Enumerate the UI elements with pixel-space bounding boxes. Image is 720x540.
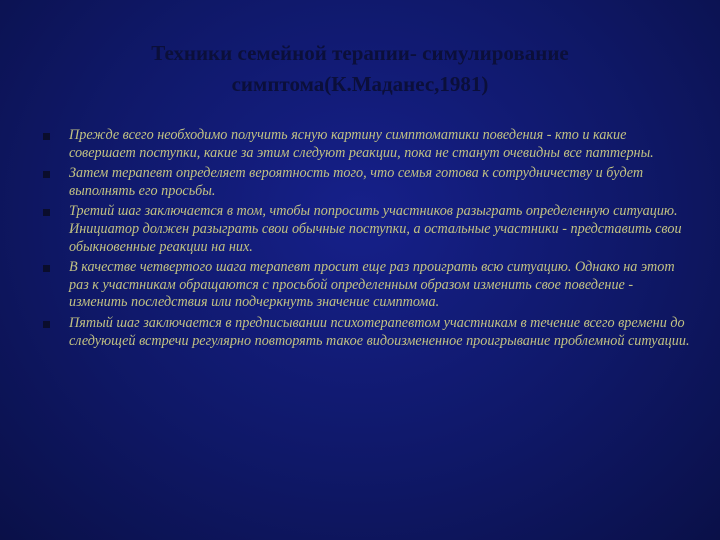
square-bullet-icon <box>43 265 50 272</box>
list-item <box>42 127 692 162</box>
slide-title <box>60 38 660 100</box>
list-item <box>42 203 692 256</box>
list-item <box>42 259 692 312</box>
bullet-text: В качестве четвертого шага терапевт просит еще раз проиграть всю ситуацию. Однако на этот раз к участникам обращаются с просьбой определенным образом изменить свое поведение - изменить последствия или подчеркнуть значение симптома. <box>69 259 675 311</box>
list-item <box>42 315 692 350</box>
square-bullet-icon <box>43 171 50 178</box>
bullet-text: Третий шаг заключается в том, чтобы попросить участников разыграть определенную ситуацию. Инициатор должен разыграть свои обычные поступки, а остальные участники - представить свои обыкновенные реакции на них. <box>69 203 682 255</box>
bullet-list <box>42 127 692 353</box>
square-bullet-icon <box>43 133 50 140</box>
bullet-text: Прежде всего необходимо получить ясную картину симптоматики поведения - кто и какие совершает поступки, какие за этим следуют реакции, пока не станут очевидны все паттерны. <box>69 127 654 161</box>
square-bullet-icon <box>43 209 50 216</box>
bullet-text: Пятый шаг заключается в предписывании психотерапевтом участникам в течение всего времени до следующей встречи регулярно повторять такое видоизмененное проигрывание проблемной ситуации. <box>69 314 690 349</box>
bullet-text: Затем терапевт определяет вероятность того, что семья готова к сотрудничеству и будет выполнять его просьбы. <box>69 165 644 199</box>
square-bullet-icon <box>43 321 50 328</box>
list-item <box>42 165 692 200</box>
slide-title-line: Техники семейной терапии- симулирование <box>151 41 569 65</box>
slide-title-line: симптома(К.Маданес,1981) <box>231 72 489 96</box>
